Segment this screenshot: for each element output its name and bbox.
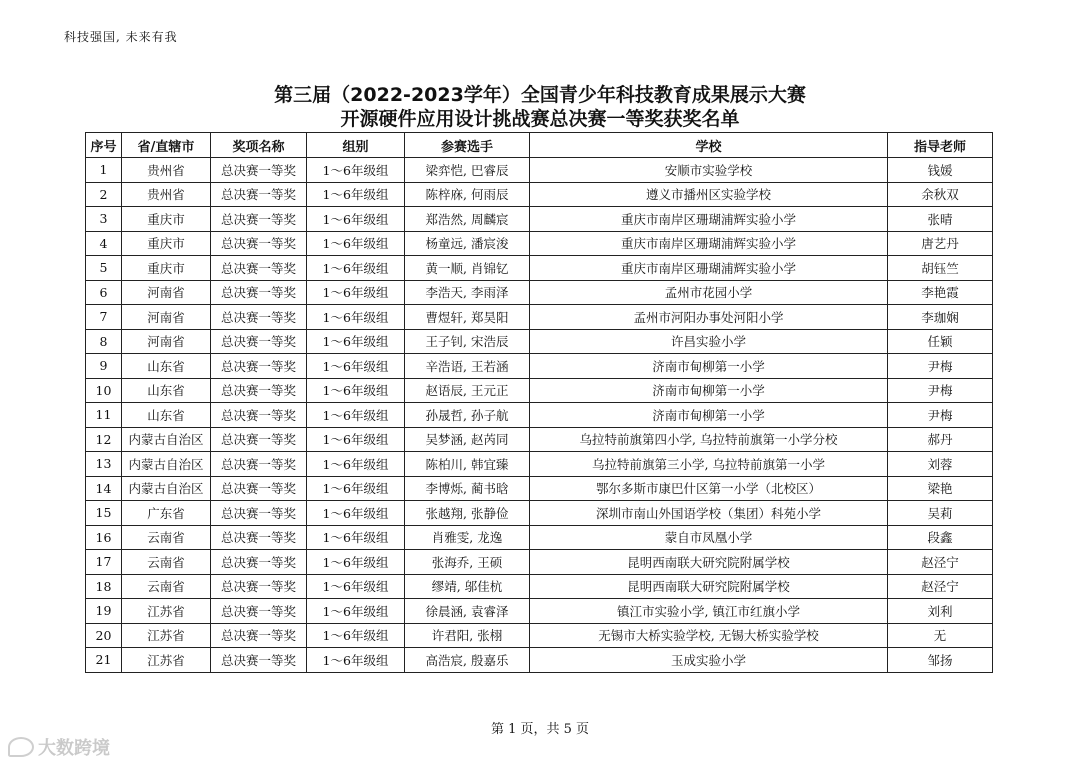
table-row: [86, 623, 993, 648]
cell-index: 9: [86, 354, 122, 379]
cell-group: 1～6年级组: [307, 305, 405, 330]
column-header-contestants: 参赛选手: [405, 133, 530, 158]
cell-award: 总决赛一等奖: [211, 329, 307, 354]
cell-award: 总决赛一等奖: [211, 525, 307, 550]
cell-award: 总决赛一等奖: [211, 378, 307, 403]
cell-school: 玉成实验小学: [530, 648, 888, 673]
table-row: [86, 452, 993, 477]
cell-school: 安顺市实验学校: [530, 158, 888, 183]
cell-award: 总决赛一等奖: [211, 231, 307, 256]
cell-group: 1～6年级组: [307, 599, 405, 624]
cell-group: 1～6年级组: [307, 182, 405, 207]
cell-index: 13: [86, 452, 122, 477]
cell-contestants: 陈梓庥, 何雨辰: [405, 182, 530, 207]
table-row: [86, 574, 993, 599]
document-subtitle: 开源硬件应用设计挑战赛总决赛一等奖获奖名单: [340, 108, 740, 130]
cell-index: 18: [86, 574, 122, 599]
cell-instructor: 钱媛: [888, 158, 993, 183]
cell-index: 1: [86, 158, 122, 183]
cell-index: 15: [86, 501, 122, 526]
cell-index: 17: [86, 550, 122, 575]
table-row: [86, 476, 993, 501]
cell-instructor: 郝丹: [888, 427, 993, 452]
cell-award: 总决赛一等奖: [211, 476, 307, 501]
cell-contestants: 肖雅雯, 龙逸: [405, 525, 530, 550]
cell-group: 1～6年级组: [307, 354, 405, 379]
cell-contestants: 王子钊, 宋浩辰: [405, 329, 530, 354]
cell-instructor: 尹梅: [888, 354, 993, 379]
cell-index: 16: [86, 525, 122, 550]
cell-contestants: 杨童远, 潘宸浚: [405, 231, 530, 256]
table-row: [86, 427, 993, 452]
cell-group: 1～6年级组: [307, 256, 405, 281]
cell-province: 贵州省: [122, 158, 211, 183]
cell-award: 总决赛一等奖: [211, 256, 307, 281]
cell-province: 贵州省: [122, 182, 211, 207]
cell-province: 内蒙古自治区: [122, 476, 211, 501]
table-header-row: [86, 133, 993, 158]
cell-province: 内蒙古自治区: [122, 427, 211, 452]
cell-instructor: 任颖: [888, 329, 993, 354]
table-row: [86, 550, 993, 575]
cell-contestants: 许君阳, 张栩: [405, 623, 530, 648]
cell-award: 总决赛一等奖: [211, 280, 307, 305]
header-slogan: 科技强国, 未来有我: [64, 30, 178, 44]
cell-instructor: 邹扬: [888, 648, 993, 673]
cell-contestants: 陈柏川, 韩宜臻: [405, 452, 530, 477]
cell-contestants: 辛浩语, 王若涵: [405, 354, 530, 379]
cell-school: 重庆市南岸区珊瑚浦辉实验小学: [530, 207, 888, 232]
table-row: [86, 207, 993, 232]
cell-contestants: 梁弈恺, 巴睿辰: [405, 158, 530, 183]
cell-award: 总决赛一等奖: [211, 354, 307, 379]
cell-school: 镇江市实验小学, 镇江市红旗小学: [530, 599, 888, 624]
cell-index: 11: [86, 403, 122, 428]
cell-award: 总决赛一等奖: [211, 158, 307, 183]
cell-province: 山东省: [122, 403, 211, 428]
cell-province: 河南省: [122, 305, 211, 330]
cell-school: 鄂尔多斯市康巴什区第一小学（北校区）: [530, 476, 888, 501]
cell-group: 1～6年级组: [307, 648, 405, 673]
column-header-instructor: 指导老师: [888, 133, 993, 158]
cell-province: 云南省: [122, 525, 211, 550]
cell-province: 广东省: [122, 501, 211, 526]
cell-province: 河南省: [122, 280, 211, 305]
awards-table: [85, 132, 993, 673]
cell-instructor: 李艳霞: [888, 280, 993, 305]
cell-index: 14: [86, 476, 122, 501]
cell-province: 重庆市: [122, 231, 211, 256]
cell-school: 深圳市南山外国语学校（集团）科苑小学: [530, 501, 888, 526]
cell-school: 济南市甸柳第一小学: [530, 354, 888, 379]
cell-group: 1～6年级组: [307, 427, 405, 452]
cell-province: 山东省: [122, 378, 211, 403]
cell-group: 1～6年级组: [307, 525, 405, 550]
cell-group: 1～6年级组: [307, 476, 405, 501]
cell-award: 总决赛一等奖: [211, 501, 307, 526]
watermark: [8, 734, 110, 760]
cell-award: 总决赛一等奖: [211, 207, 307, 232]
column-header-school: 学校: [530, 133, 888, 158]
table-row: [86, 280, 993, 305]
cell-index: 20: [86, 623, 122, 648]
cell-province: 云南省: [122, 574, 211, 599]
table-row: [86, 501, 993, 526]
cell-school: 重庆市南岸区珊瑚浦辉实验小学: [530, 231, 888, 256]
cell-school: 孟州市河阳办事处河阳小学: [530, 305, 888, 330]
cell-instructor: 刘蓉: [888, 452, 993, 477]
cell-instructor: 吴莉: [888, 501, 993, 526]
cell-instructor: 尹梅: [888, 403, 993, 428]
table-row: [86, 648, 993, 673]
cell-award: 总决赛一等奖: [211, 623, 307, 648]
cell-index: 10: [86, 378, 122, 403]
cell-contestants: 黄一顺, 肖锦钇: [405, 256, 530, 281]
cell-school: 无锡市大桥实验学校, 无锡大桥实验学校: [530, 623, 888, 648]
cell-contestants: 李博烁, 蔺书晗: [405, 476, 530, 501]
cell-province: 山东省: [122, 354, 211, 379]
table-row: [86, 599, 993, 624]
cell-index: 7: [86, 305, 122, 330]
watermark-text: 大数跨境: [38, 738, 110, 759]
table-row: [86, 158, 993, 183]
cell-instructor: 梁艳: [888, 476, 993, 501]
cell-group: 1～6年级组: [307, 329, 405, 354]
cell-contestants: 缪靖, 邬佳杭: [405, 574, 530, 599]
cell-index: 19: [86, 599, 122, 624]
cell-group: 1～6年级组: [307, 231, 405, 256]
cell-group: 1～6年级组: [307, 207, 405, 232]
page-footer: 第 1 页，共 5 页: [490, 722, 590, 737]
cell-instructor: 无: [888, 623, 993, 648]
cell-school: 乌拉特前旗第三小学, 乌拉特前旗第一小学: [530, 452, 888, 477]
cell-group: 1～6年级组: [307, 378, 405, 403]
watermark-logo-icon: [8, 737, 34, 757]
cell-index: 2: [86, 182, 122, 207]
cell-index: 4: [86, 231, 122, 256]
column-header-index: 序号: [86, 133, 122, 158]
cell-instructor: 赵泾宁: [888, 574, 993, 599]
column-header-group: 组别: [307, 133, 405, 158]
cell-school: 许昌实验小学: [530, 329, 888, 354]
cell-award: 总决赛一等奖: [211, 599, 307, 624]
cell-contestants: 孙晟哲, 孙子航: [405, 403, 530, 428]
cell-province: 江苏省: [122, 599, 211, 624]
cell-group: 1～6年级组: [307, 550, 405, 575]
table-body: [86, 158, 993, 673]
cell-contestants: 郑浩然, 周麟宸: [405, 207, 530, 232]
cell-school: 济南市甸柳第一小学: [530, 403, 888, 428]
cell-award: 总决赛一等奖: [211, 574, 307, 599]
cell-award: 总决赛一等奖: [211, 403, 307, 428]
cell-instructor: 段鑫: [888, 525, 993, 550]
cell-award: 总决赛一等奖: [211, 452, 307, 477]
table-row: [86, 378, 993, 403]
cell-school: 昆明西南联大研究院附属学校: [530, 550, 888, 575]
cell-group: 1～6年级组: [307, 280, 405, 305]
cell-province: 重庆市: [122, 207, 211, 232]
cell-index: 8: [86, 329, 122, 354]
cell-province: 江苏省: [122, 623, 211, 648]
cell-province: 内蒙古自治区: [122, 452, 211, 477]
cell-school: 遵义市播州区实验学校: [530, 182, 888, 207]
table-row: [86, 182, 993, 207]
cell-award: 总决赛一等奖: [211, 182, 307, 207]
cell-index: 6: [86, 280, 122, 305]
cell-instructor: 张晴: [888, 207, 993, 232]
cell-group: 1～6年级组: [307, 158, 405, 183]
cell-group: 1～6年级组: [307, 623, 405, 648]
cell-province: 河南省: [122, 329, 211, 354]
column-header-award: 奖项名称: [211, 133, 307, 158]
cell-contestants: 李浩天, 李雨泽: [405, 280, 530, 305]
cell-school: 昆明西南联大研究院附属学校: [530, 574, 888, 599]
table-row: [86, 403, 993, 428]
cell-index: 12: [86, 427, 122, 452]
cell-index: 3: [86, 207, 122, 232]
cell-contestants: 曹煜轩, 郑昊阳: [405, 305, 530, 330]
table-row: [86, 525, 993, 550]
cell-index: 5: [86, 256, 122, 281]
cell-award: 总决赛一等奖: [211, 427, 307, 452]
cell-instructor: 尹梅: [888, 378, 993, 403]
cell-contestants: 赵语辰, 王元正: [405, 378, 530, 403]
cell-contestants: 张海乔, 王硕: [405, 550, 530, 575]
cell-contestants: 张越翔, 张静俭: [405, 501, 530, 526]
cell-contestants: 徐晨涵, 袁睿泽: [405, 599, 530, 624]
cell-group: 1～6年级组: [307, 403, 405, 428]
cell-province: 重庆市: [122, 256, 211, 281]
cell-group: 1～6年级组: [307, 574, 405, 599]
table-row: [86, 231, 993, 256]
cell-school: 乌拉特前旗第四小学, 乌拉特前旗第一小学分校: [530, 427, 888, 452]
cell-instructor: 李珈娴: [888, 305, 993, 330]
cell-group: 1～6年级组: [307, 501, 405, 526]
cell-instructor: 余秋双: [888, 182, 993, 207]
cell-province: 云南省: [122, 550, 211, 575]
table-row: [86, 329, 993, 354]
cell-contestants: 高浩宸, 殷嘉乐: [405, 648, 530, 673]
cell-award: 总决赛一等奖: [211, 550, 307, 575]
cell-contestants: 吴梦涵, 赵芮同: [405, 427, 530, 452]
column-header-province: 省/直辖市: [122, 133, 211, 158]
cell-instructor: 刘利: [888, 599, 993, 624]
table-row: [86, 354, 993, 379]
table-row: [86, 305, 993, 330]
cell-award: 总决赛一等奖: [211, 305, 307, 330]
cell-instructor: 赵泾宁: [888, 550, 993, 575]
cell-group: 1～6年级组: [307, 452, 405, 477]
cell-school: 济南市甸柳第一小学: [530, 378, 888, 403]
cell-award: 总决赛一等奖: [211, 648, 307, 673]
table-row: [86, 256, 993, 281]
cell-school: 重庆市南岸区珊瑚浦辉实验小学: [530, 256, 888, 281]
document-title: 第三届（2022-2023学年）全国青少年科技教育成果展示大赛: [274, 84, 806, 106]
cell-province: 江苏省: [122, 648, 211, 673]
cell-instructor: 胡钰竺: [888, 256, 993, 281]
cell-school: 蒙自市凤凰小学: [530, 525, 888, 550]
cell-index: 21: [86, 648, 122, 673]
cell-instructor: 唐艺丹: [888, 231, 993, 256]
cell-school: 孟州市花园小学: [530, 280, 888, 305]
